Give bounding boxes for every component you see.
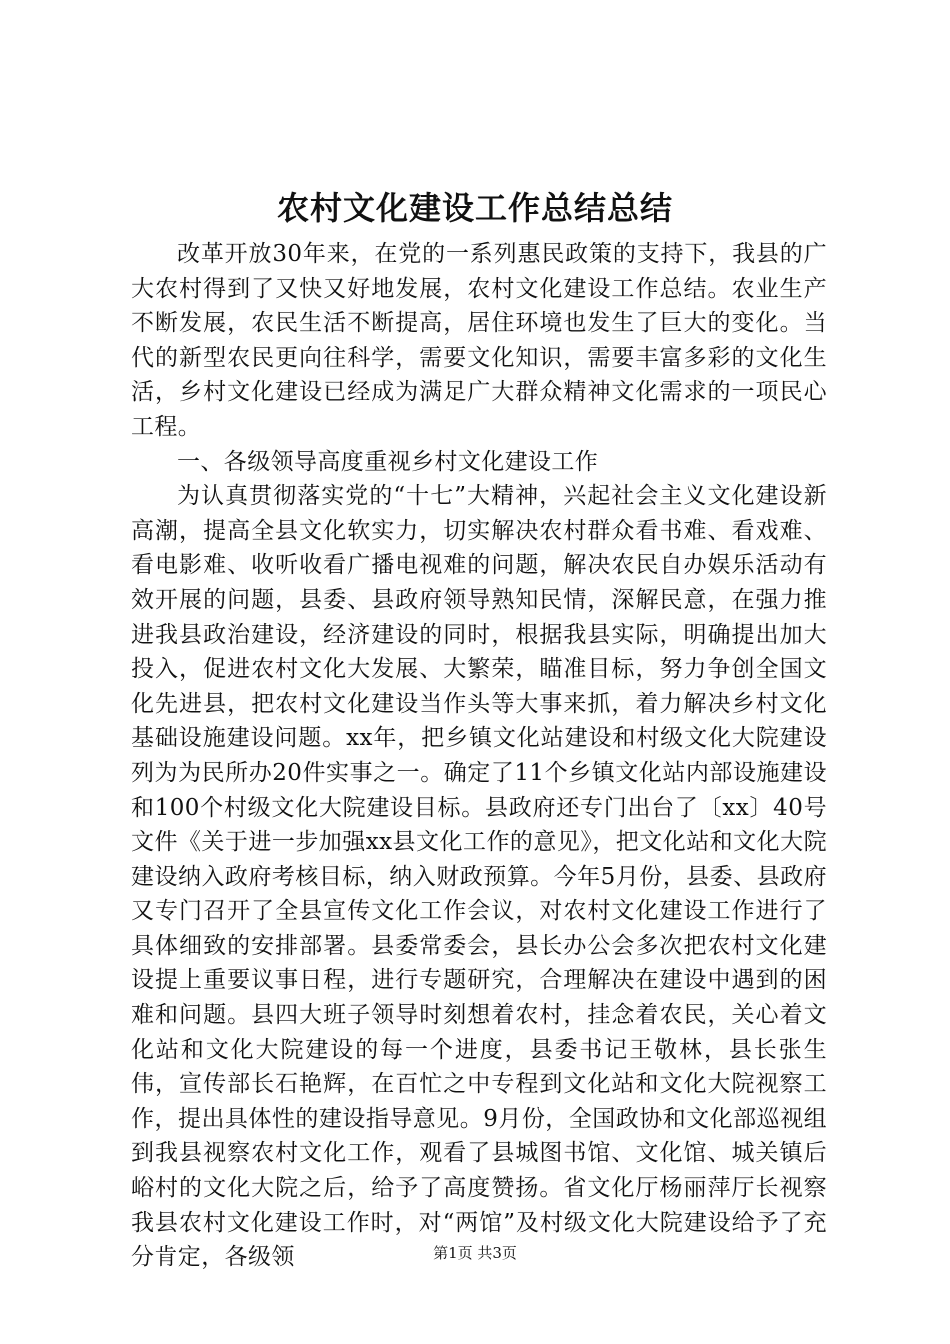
paragraph-body: 为认真贯彻落实党的“十七”大精神，兴起社会主义文化建设新高潮，提高全县文化软实力，切实解决农村群众看书难、看戏难、看电影难、收听收看广播电视难的问题，解决农民自办娱乐活动有效开展的问题，县委、县政府领导熟知民情，深解民意，在强力推进我县政治建设，经济建设的同时，根据我县实际，明确提出加大投入，促进农村文化大发展、大繁荣，瞄准目标，努力争创全国文化先进县，把农村文化建设当作头等大事来抓，着力解决乡村文化基础设施建设问题。xx年，把乡镇文化站建设和村级文化大院建设列为为民所办20件实事之一。确定了11个乡镇文化站内部设施建设和100个村级文化大院建设目标。县政府还专门出台了〔xx〕40号文件《关于进一步加强xx县文化工作的意见》，把文化站和文化大院建设纳入政府考核目标，纳入财政预算。今年5月份，县委、县政府又专门召开了全县宣传文化工作会议，对农村文化建设工作进行了具体细致的安排部署。县委常委会，县长办公会多次把农村文化建设提上重要议事日程，进行专题研究，合理解决在建设中遇到的困难和问题。县四大班子领导时刻想着农村，挂念着农民，关心着文化站和文化大院建设的每一个进度，县委书记王敬林，县长张生伟，宣传部长石艳辉，在百忙之中专程到文化站和文化大院视察工作，提出具体性的建设指导意见。9月份，全国政协和文化部巡视组到我县视察农村文化工作，观看了县城图书馆、文化馆、城关镇后峪村的文化大院之后，给予了高度赞扬。省文化厅杨丽萍厅长视察我县农村文化建设工作时，对“两馆”及村级文化大院建设给予了充分肯定，各级领 (131, 483, 827, 1271)
document-title: 农村文化建设工作总结总结 (276, 189, 673, 227)
document-body (131, 237, 827, 1275)
section-heading: 一、各级领导高度重视乡村文化建设工作 (177, 448, 599, 475)
page-footer: 第1页 共3页 (433, 1244, 517, 1262)
paragraph-intro: 改革开放30年来，在党的一系列惠民政策的支持下，我县的广大农村得到了又快又好地发展，农村文化建设工作总结。农业生产不断发展，农民生活不断提高，居住环境也发生了巨大的变化。当代的新型农民更向往科学，需要文化知识，需要丰富多彩的文化生活，乡村文化建设已经成为满足广大群众精神文化需求的一项民心工程。 (131, 241, 827, 440)
